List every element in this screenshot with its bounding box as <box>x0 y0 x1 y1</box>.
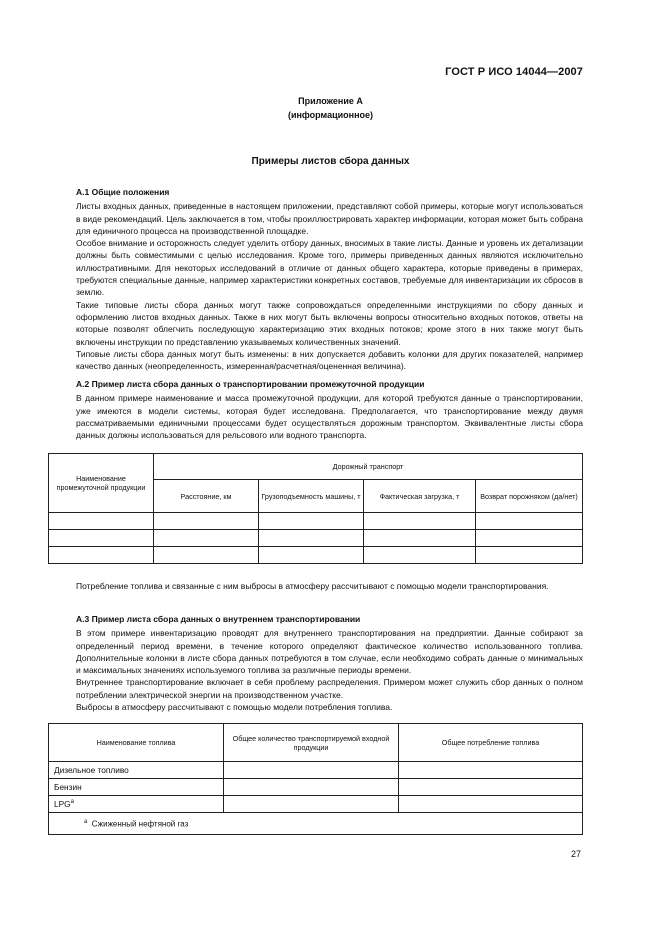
table-row <box>49 779 583 796</box>
section-a1 <box>76 186 583 372</box>
annex-subtitle: (информационное) <box>287 110 374 120</box>
annex-title: Приложение А <box>298 96 363 106</box>
section-a1-paragraph-1: Листы входных данных, приведенные в настоящем приложении, представляют собой примеры, которые могут использоваться в виде рекомендаций. Цель заключается в том, чтобы проиллюстрировать характер информации, которая может быть собрана для единичного процесса на производственной площадке. <box>76 201 583 236</box>
section-a3-paragraph-3: Выбросы в атмосферу рассчитывают с помощью модели потребления топлива. <box>76 702 393 713</box>
table2-row-diesel: Дизельное топливо <box>49 762 224 779</box>
main-title: Примеры листов сбора данных <box>251 156 410 167</box>
footnote-marker: a <box>70 799 74 806</box>
section-a1-paragraph-2: Особое внимание и осторожность следует уделить отбору данных, вносимых в такие листы. Данные и уровень их детализации должны быть совместимыми с целью исследования. Кроме того, примеры приведенных данных являются исключительно иллюстративными. Для некоторых исследований в отличие от данных общего характера, которые приведены в примерах, требуются специальные данные, например характеристики конкретных составов, требуемые для инвентаризации их сбросов в землю. <box>76 238 583 298</box>
fuel-data-table <box>48 723 583 835</box>
table2-row-lpg <box>49 796 224 813</box>
section-a2 <box>76 378 583 441</box>
table1-col-product: Наименование промежуточной продукции <box>49 454 154 513</box>
footnote-text: Сжиженный нефтяной газ <box>91 819 189 829</box>
table-row <box>49 796 583 813</box>
section-a2-after <box>76 580 583 592</box>
section-a3-paragraph-1: В этом примере инвентаризацию проводят для внутреннего транспортирования на предприятии. Данные собирают за определенный период времени, в течение которого определяют фактическое количество использованного топлива. Дополнительные колонки в листе сбора данных потребуются в том случае, если необходимо собрать данные о минимальных и максимальных значениях используемого топлива за различные периоды времени. <box>76 628 583 676</box>
table2-row-petrol: Бензин <box>49 779 224 796</box>
table-row <box>49 762 583 779</box>
table2-col-total-fuel: Общее потребление топлива <box>399 724 583 762</box>
lpg-label: LPG <box>54 799 71 809</box>
section-a3-heading: А.3 Пример листа сбора данных о внутреннем транспортировании <box>76 614 361 624</box>
section-a2-paragraph-1: В данном примере наименование и масса промежуточной продукции, для которой требуются данные о транспортировании, уже имеются в модели системы, которая будет исследована. Предполагается, что транспортирование между двумя рассматриваемыми единичными процессами будет осуществляться дорожным транспортом. Эквивалентные листы сбора данных должны использоваться для рельсового или водного транспорта. <box>76 393 583 441</box>
section-a3 <box>76 613 583 713</box>
transport-data-table <box>48 453 583 564</box>
footnote-marker-a: a <box>84 818 88 825</box>
section-a2-heading: А.2 Пример листа сбора данных о транспортировании промежуточной продукции <box>76 379 425 389</box>
table-row <box>49 530 583 547</box>
table1-col-capacity: Грузоподъемность машины, т <box>259 480 364 513</box>
table1-group-road-transport: Дорожный транспорт <box>154 454 583 480</box>
table2-col-total-input: Общее количество транспортируемой входной продукции <box>224 724 399 762</box>
table1-col-distance: Расстояние, км <box>154 480 259 513</box>
section-a1-paragraph-3: Такие типовые листы сбора данных могут также сопровождаться определенными инструкциями по сбору данных и оформлению листов входных данных. Также в них могут быть включены вопросы относительно входных потоков, ответы на которые позволят облегчить последующую характеризацию этих входных потоков; кроме этого в них также могут быть включены инструкции по представлению указываемых количественных значений. <box>76 299 583 347</box>
table1-col-actual-load: Фактическая загрузка, т <box>364 480 476 513</box>
table2-col-fuel-name: Наименование топлива <box>49 724 224 762</box>
standard-code: ГОСТ Р ИСО 14044—2007 <box>445 66 583 78</box>
table-row <box>49 547 583 564</box>
page-number: 27 <box>571 849 582 859</box>
table1-col-empty-return: Возврат порожняком (да/нет) <box>476 480 583 513</box>
section-a3-paragraph-2: Внутреннее транспортирование включает в себя проблему распределения. Примером может служить сбор данных о полном потреблении электрической энергии на производственном участке. <box>76 677 583 700</box>
section-a2-after-paragraph: Потребление топлива и связанные с ним выбросы в атмосферу рассчитывают с помощью модели транспортирования. <box>76 581 549 591</box>
table2-footnote <box>49 813 583 835</box>
table-row <box>49 513 583 530</box>
section-a1-heading: А.1 Общие положения <box>76 187 170 197</box>
section-a1-paragraph-4: Типовые листы сбора данных могут быть изменены: в них допускается добавить колонки для других показателей, например качество данных (неопределенность, измеренная/расчетная/оцененная величина). <box>76 348 583 372</box>
